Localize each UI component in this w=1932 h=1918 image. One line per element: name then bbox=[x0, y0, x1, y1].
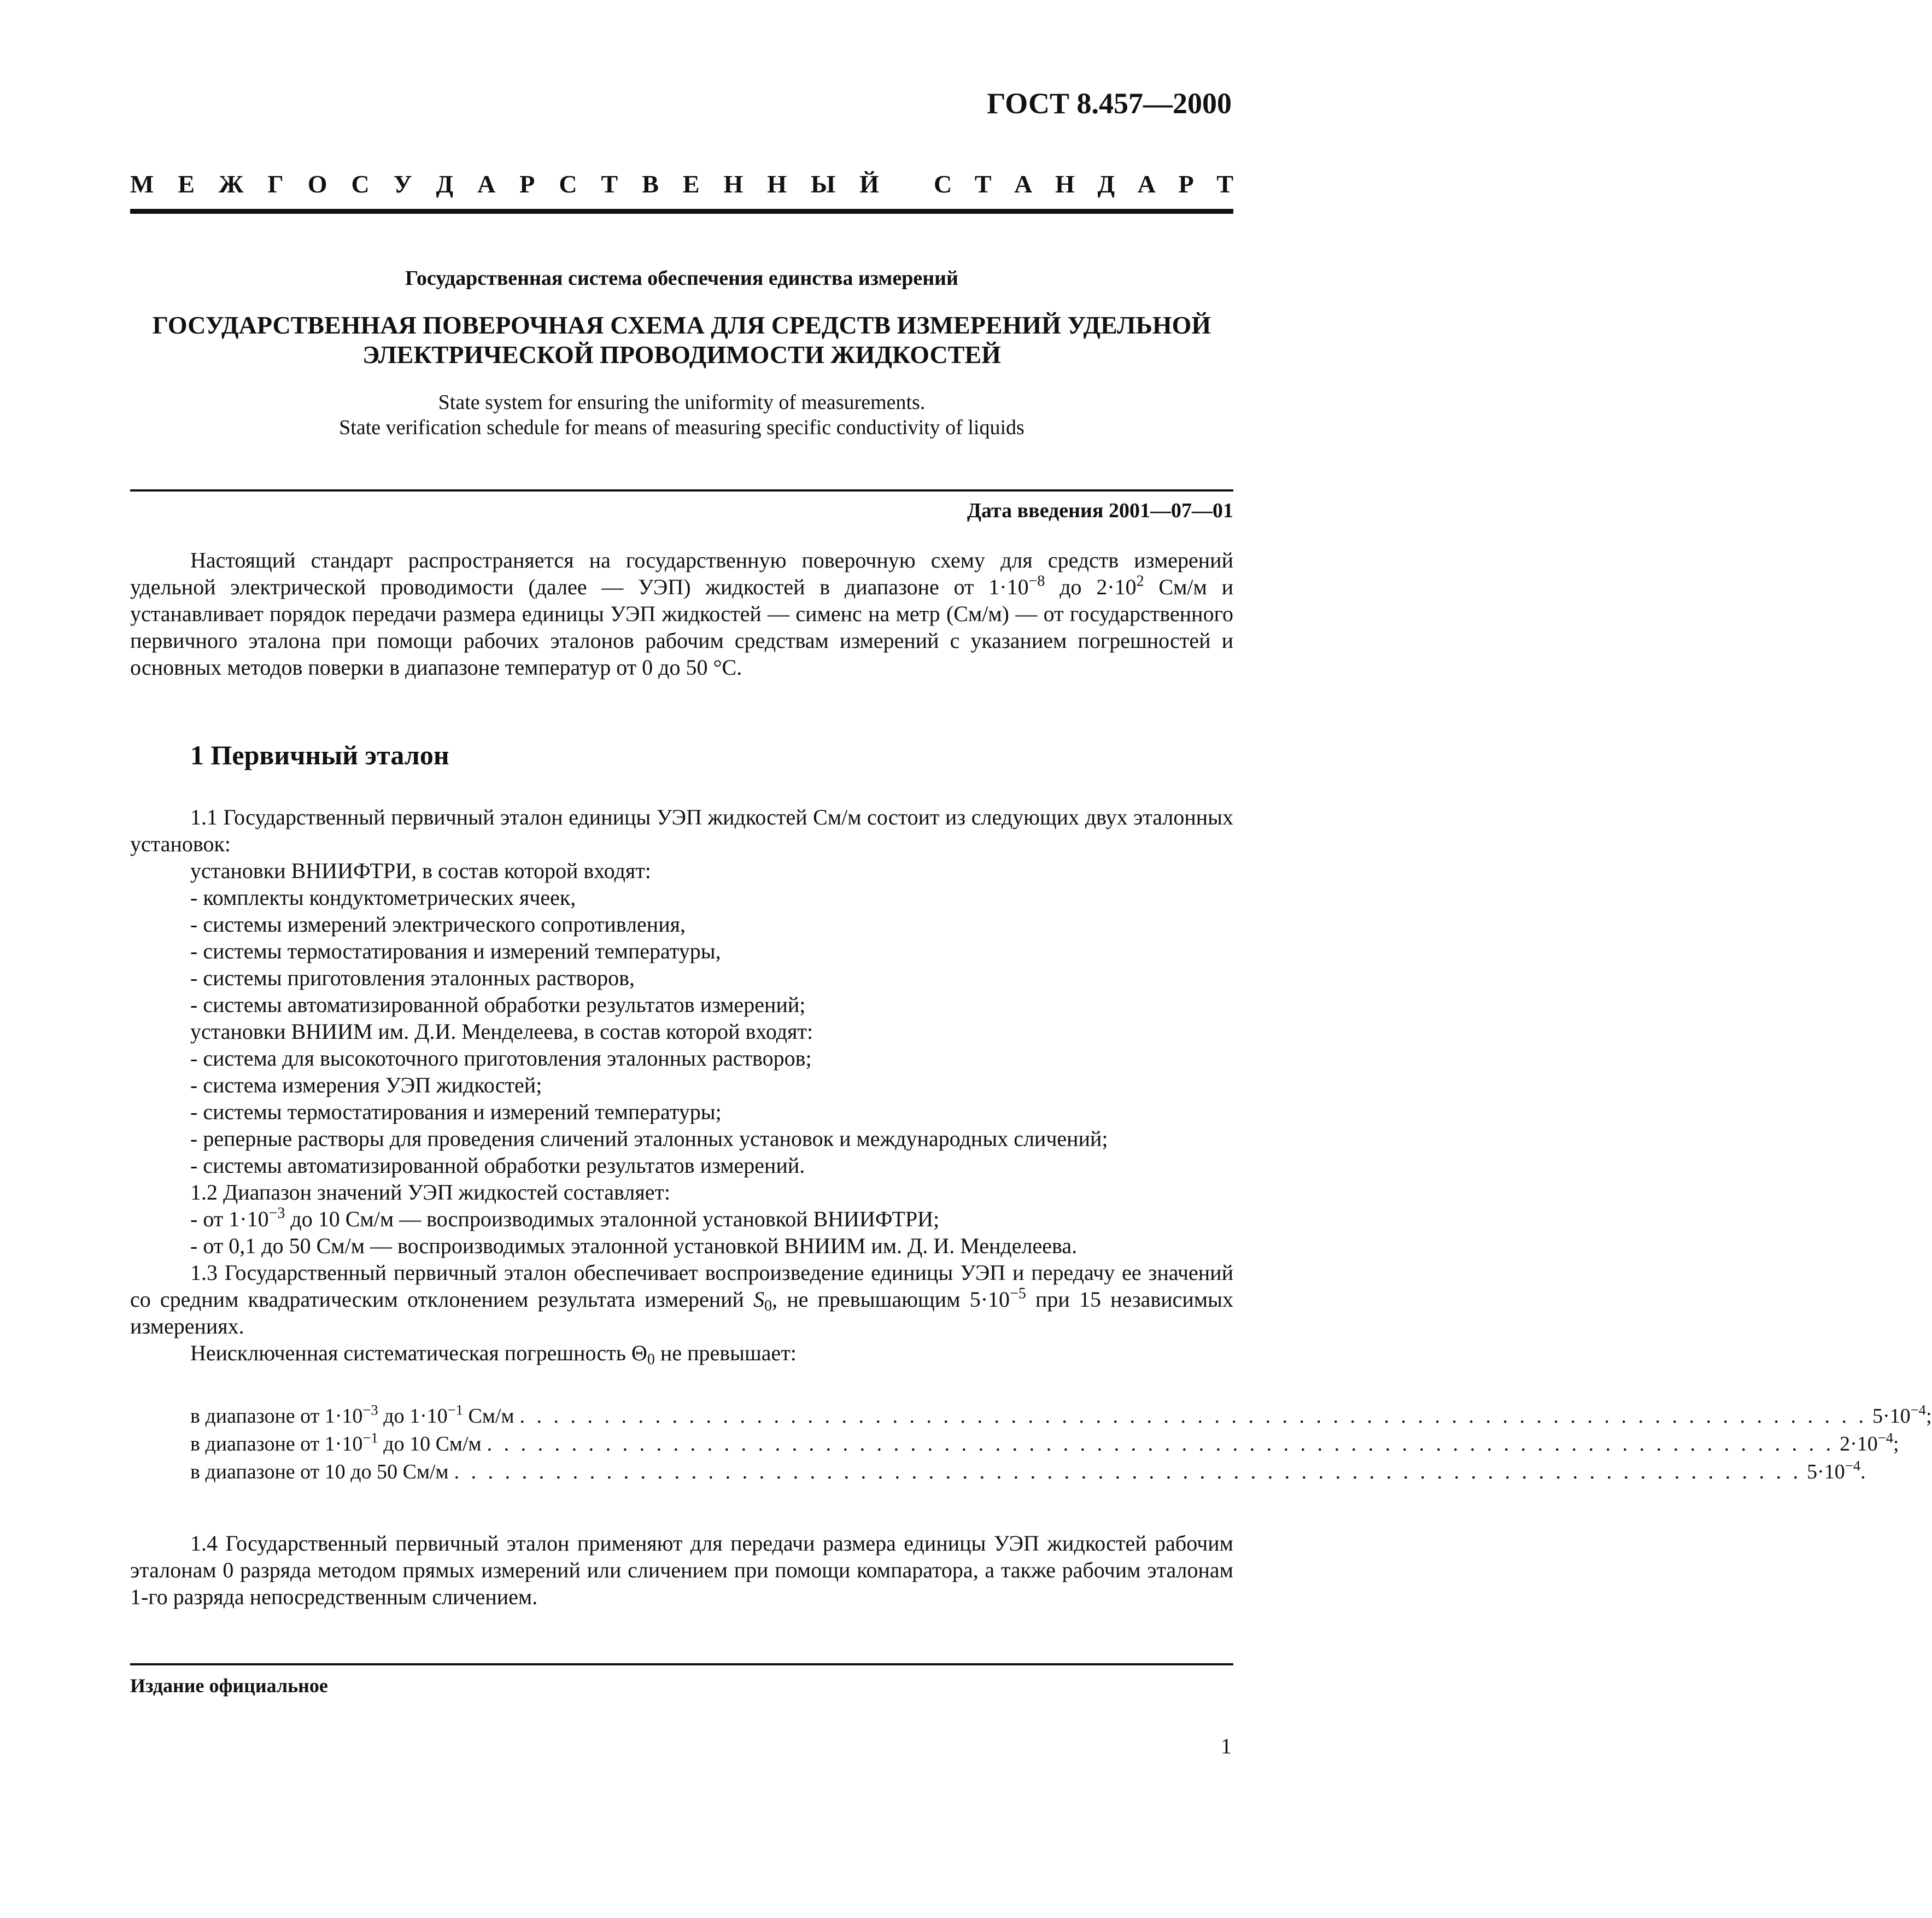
banner-letter: С bbox=[559, 170, 577, 198]
vniim-list bbox=[130, 1045, 1233, 1179]
english-title-line: State verification schedule for means of measuring specific conductivity of liquids bbox=[339, 416, 1024, 439]
banner-letter: Д bbox=[1097, 170, 1115, 198]
banner-letter: Ы bbox=[811, 170, 836, 198]
range-label-text: в диапазоне от 1·10 bbox=[190, 1432, 363, 1455]
range-text: до 10 См/м — воспроизводимых эталонной установкой ВНИИФТРИ; bbox=[285, 1207, 940, 1231]
intro-text: Настоящий стандарт распространяется на государственную поверочную схему для средств измерений удельной электрической проводимости (далее — УЭП) жидкостей в диапазоне от 1·10 bbox=[130, 548, 1233, 599]
list-item: - комплекты кондуктометрических ячеек, bbox=[190, 885, 576, 910]
banner-letter: Н bbox=[723, 170, 743, 198]
dot-leader: . . . . . . . . . . . . . . . . . . . . . . . . . . . . . . . . . . . . . . . . . . . . . . . . . . . . . . . . . . . . . . . . . . . . . . . . . . . . . . . . bbox=[519, 1405, 1867, 1428]
english-title bbox=[130, 390, 1233, 440]
range-exponent: −3 bbox=[362, 1401, 378, 1418]
clause-1-4: 1.4 Государственный первичный эталон применяют для передачи размера единицы УЭП жидкостей рабочим эталонам 0 разряда методом прямых измерений или сличением при помощи компаратора, а также рабочим эталонам 1-го разряда непосредственным сличением. bbox=[130, 1531, 1233, 1609]
title-rule bbox=[130, 489, 1233, 492]
range-label-text: См/м bbox=[463, 1405, 514, 1428]
banner-letter: Т bbox=[974, 170, 992, 198]
clause-exponent: −5 bbox=[1010, 1285, 1026, 1302]
theta-text: Неисключенная систематическая погрешность Θ bbox=[190, 1341, 647, 1365]
banner-letter: А bbox=[1014, 170, 1033, 198]
banner-letter: Й bbox=[859, 170, 879, 198]
dot-leader: . . . . . . . . . . . . . . . . . . . . . . . . . . . . . . . . . . . . . . . . . . . . . . . . . . . . . . . . . . . . . . . . . . . . . . . . . . . . . . . . bbox=[487, 1432, 1835, 1455]
page-number: 1 bbox=[1221, 1734, 1232, 1758]
banner-letter: Р bbox=[519, 170, 535, 198]
range-text: - от 1·10 bbox=[190, 1207, 269, 1231]
list-item: - системы приготовления эталонных растворов, bbox=[190, 966, 635, 990]
list-item: - системы измерений электрического сопротивления, bbox=[190, 912, 686, 937]
clause-1-4-block bbox=[130, 1508, 1233, 1632]
section-body bbox=[130, 804, 1233, 1366]
range-exponent: −1 bbox=[362, 1429, 378, 1446]
value-exponent: −4 bbox=[1845, 1457, 1861, 1474]
value-text: 5·10 bbox=[1807, 1460, 1845, 1483]
banner-letter: Д bbox=[436, 170, 454, 198]
range-item: - от 0,1 до 50 См/м — воспроизводимых эталонной установкой ВНИИМ им. Д. И. Менделеева. bbox=[190, 1233, 1078, 1258]
dot-leader: . . . . . . . . . . . . . . . . . . . . . . . . . . . . . . . . . . . . . . . . . . . . . . . . . . . . . . . . . . . . . . . . . . . . . . . . . . . . . . . . bbox=[454, 1460, 1802, 1483]
banner-letter: Н bbox=[1055, 170, 1075, 198]
intro-exponent: 2 bbox=[1136, 572, 1144, 590]
banner-letter: Е bbox=[178, 170, 195, 198]
system-title: Государственная система обеспечения единства измерений bbox=[405, 267, 958, 290]
footer-rule bbox=[130, 1663, 1233, 1665]
symbol-s: S bbox=[753, 1287, 765, 1312]
banner-letter: С bbox=[351, 170, 370, 198]
standard-code: ГОСТ 8.457—2000 bbox=[987, 87, 1232, 120]
banner-letter: О bbox=[307, 170, 327, 198]
banner-letter: А bbox=[477, 170, 496, 198]
error-range-label bbox=[190, 1458, 449, 1486]
vniim-intro: установки ВНИИМ им. Д.И. Менделеева, в состав которой входят: bbox=[190, 1019, 813, 1044]
banner-letter: Т bbox=[601, 170, 618, 198]
clause-text: 1.3 Государственный первичный эталон обеспечивает воспроизведение единицы УЭП и передачу ее значений со средним квадратическим отклонением результата измерений bbox=[130, 1260, 1233, 1312]
clause-1-3 bbox=[130, 1259, 1233, 1340]
error-range-label bbox=[190, 1402, 514, 1430]
banner-letter: Р bbox=[1178, 170, 1194, 198]
section-heading: 1 Первичный эталон bbox=[190, 740, 449, 770]
main-title bbox=[130, 311, 1233, 370]
range-exponent: −1 bbox=[447, 1401, 464, 1418]
interstate-word bbox=[130, 169, 879, 198]
list-item: - системы термостатирования и измерений температуры, bbox=[190, 939, 721, 963]
standard-word bbox=[934, 169, 1233, 198]
banner-letter: Ж bbox=[219, 170, 244, 198]
value-text: ; bbox=[1925, 1405, 1932, 1428]
list-item: - реперные растворы для проведения сличений эталонных установок и международных сличений; bbox=[190, 1126, 1108, 1151]
value-text: ; bbox=[1893, 1432, 1899, 1455]
range-label-text: до 10 См/м bbox=[378, 1432, 482, 1455]
error-range-label bbox=[190, 1430, 482, 1458]
interstate-standard-banner bbox=[130, 169, 1233, 198]
list-item: - системы термостатирования и измерений температуры; bbox=[190, 1100, 722, 1124]
clause-text: , не превышающим 5·10 bbox=[772, 1287, 1010, 1312]
main-title-line: ЭЛЕКТРИЧЕСКОЙ ПРОВОДИМОСТИ ЖИДКОСТЕЙ bbox=[362, 341, 1001, 369]
intro-text: См/м и устанавливает порядок передачи размера единицы УЭП жидкостей — сименс на метр (См/м) — от государственного первичного эталона при помощи рабочих эталонов рабочим средствам измерений с указанием погрешностей и основных методов поверки в диапазоне температур от 0 до 50 °С. bbox=[130, 575, 1234, 680]
list-item: - система измерения УЭП жидкостей; bbox=[190, 1073, 542, 1097]
clause-1-1: 1.1 Государственный первичный эталон единицы УЭП жидкостей См/м состоит из следующих двух эталонных установок: bbox=[130, 805, 1233, 856]
value-text: 5·10 bbox=[1872, 1405, 1911, 1428]
error-range-value bbox=[1872, 1402, 1932, 1430]
main-title-line: ГОСУДАРСТВЕННАЯ ПОВЕРОЧНАЯ СХЕМА ДЛЯ СРЕДСТВ ИЗМЕРЕНИЙ УДЕЛЬНОЙ bbox=[152, 311, 1211, 339]
error-range-value bbox=[1840, 1430, 1899, 1458]
list-item: - системы автоматизированной обработки результатов измерений. bbox=[190, 1153, 805, 1178]
banner-letter: М bbox=[130, 170, 154, 198]
range-label-text: до 1·10 bbox=[378, 1405, 448, 1428]
intro-text: до 2·10 bbox=[1045, 575, 1137, 599]
theta-text: не превышает: bbox=[654, 1341, 797, 1365]
banner-letter: Н bbox=[767, 170, 787, 198]
edition-label: Издание официальное bbox=[130, 1675, 328, 1697]
value-text: . bbox=[1860, 1460, 1866, 1483]
intro-paragraph bbox=[130, 547, 1233, 681]
error-range-value bbox=[1807, 1458, 1865, 1486]
value-exponent: −4 bbox=[1877, 1429, 1894, 1446]
clause-1-2: 1.2 Диапазон значений УЭП жидкостей составляет: bbox=[190, 1180, 671, 1204]
banner-letter: Г bbox=[267, 170, 284, 198]
value-exponent: −4 bbox=[1910, 1401, 1926, 1418]
banner-letter: Е bbox=[682, 170, 700, 198]
list-item: - системы автоматизированной обработки результатов измерений; bbox=[190, 992, 806, 1017]
range-label-text: в диапазоне от 10 до 50 См/м bbox=[190, 1460, 449, 1483]
english-title-line: State system for ensuring the uniformity of measurements. bbox=[438, 391, 926, 414]
symbol-subscript: 0 bbox=[764, 1297, 772, 1314]
vniiftri-list bbox=[130, 884, 1233, 1018]
theta-line bbox=[130, 1340, 1233, 1366]
value-text: 2·10 bbox=[1840, 1432, 1878, 1455]
banner-letter: С bbox=[934, 170, 952, 198]
banner-letter: В bbox=[642, 170, 659, 198]
banner-letter: А bbox=[1137, 170, 1156, 198]
theta-subscript: 0 bbox=[647, 1351, 655, 1368]
intro-exponent: −8 bbox=[1028, 572, 1045, 590]
intro-date: Дата введения 2001—07—01 bbox=[967, 499, 1233, 522]
vniiftri-intro: установки ВНИИФТРИ, в состав которой входят: bbox=[190, 858, 651, 883]
header-rule bbox=[130, 209, 1233, 214]
banner-letter: Т bbox=[1216, 170, 1233, 198]
list-item: - система для высокоточного приготовления эталонных растворов; bbox=[190, 1046, 812, 1071]
banner-letter: У bbox=[393, 170, 412, 198]
range-exponent: −3 bbox=[268, 1204, 285, 1222]
clause-text: при 15 независимых измерениях. bbox=[130, 1287, 1234, 1338]
range-item bbox=[130, 1206, 1233, 1232]
range-label-text: в диапазоне от 1·10 bbox=[190, 1405, 363, 1428]
